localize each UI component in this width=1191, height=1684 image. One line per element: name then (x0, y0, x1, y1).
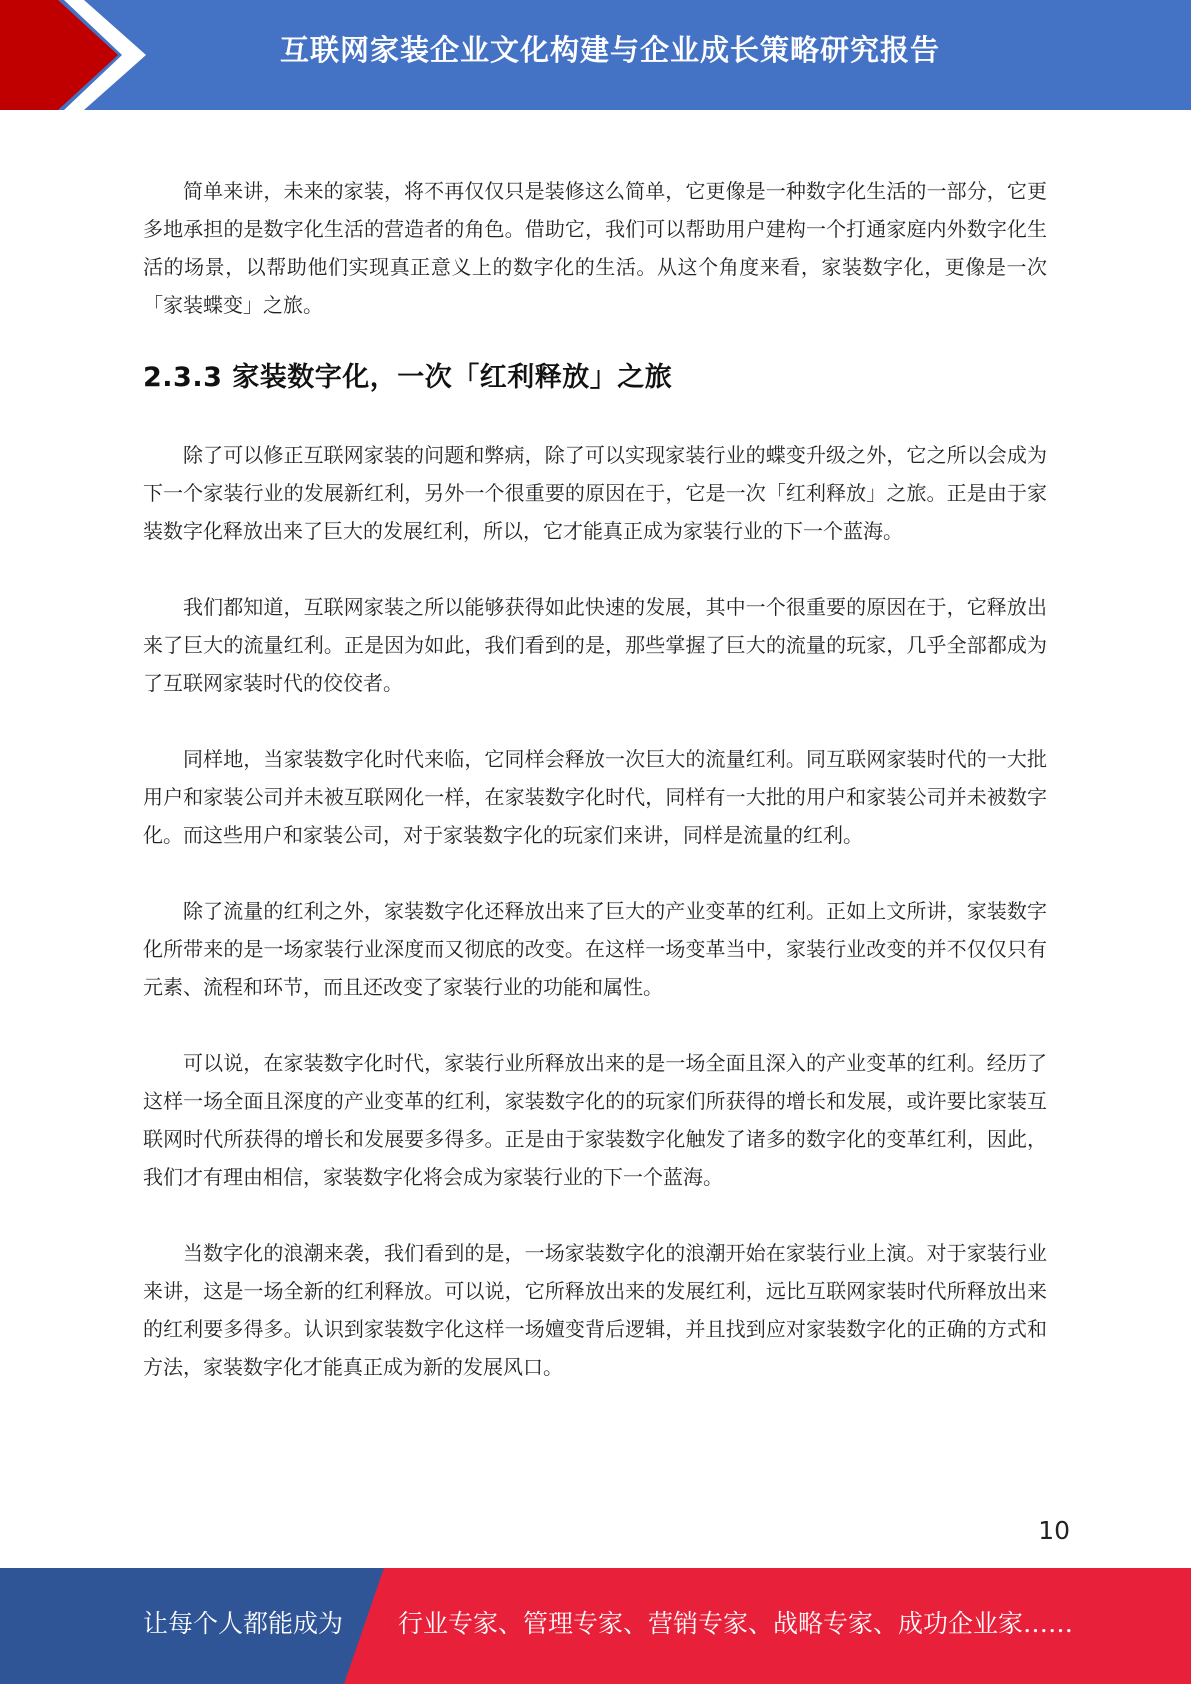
body-paragraph: 同样地，当家装数字化时代来临，它同样会释放一次巨大的流量红利。同互联网家装时代的一大批用户和家装公司并未被互联网化一样，在家装数字化时代，同样有一大批的用户和家装公司并未被数字化。而这些用户和家装公司，对于家装数字化的玩家们来讲，同样是流量的红利。 (143, 747, 1047, 847)
document-body (143, 172, 1047, 1386)
body-paragraph: 可以说，在家装数字化时代，家装行业所释放出来的是一场全面且深入的产业变革的红利。经历了这样一场全面且深度的产业变革的红利，家装数字化的的玩家们所获得的增长和发展，或许要比家装互联网时代所获得的增长和发展要多得多。正是由于家装数字化触发了诸多的数字化的变革红利，因此，我们才有理由相信，家装数字化将会成为家装行业的下一个蓝海。 (143, 1051, 1047, 1189)
header-banner (0, 0, 1191, 110)
footer-slogan-right: 行业专家、管理专家、营销专家、战略专家、成功企业家…… (398, 1609, 1074, 1638)
footer-slogan-left: 让每个人都能成为 (143, 1609, 344, 1638)
intro-paragraph: 简单来讲，未来的家装，将不再仅仅只是装修这么简单，它更像是一种数字化生活的一部分，它更多地承担的是数字化生活的营造者的角色。借助它，我们可以帮助用户建构一个打通家庭内外数字化生活的场景，以帮助他们实现真正意义上的数字化的生活。从这个角度来看，家装数字化，更像是一次「家装蝶变」之旅。 (143, 179, 1047, 317)
body-paragraph: 除了流量的红利之外，家装数字化还释放出来了巨大的产业变革的红利。正如上文所讲，家装数字化所带来的是一场家装行业深度而又彻底的改变。在这样一场变革当中，家装行业改变的并不仅仅只有元素、流程和环节，而且还改变了家装行业的功能和属性。 (143, 899, 1047, 999)
header-chevron-icon (0, 0, 160, 110)
header-title: 互联网家装企业文化构建与企业成长策略研究报告 (279, 33, 940, 67)
body-paragraph: 当数字化的浪潮来袭，我们看到的是，一场家装数字化的浪潮开始在家装行业上演。对于家装行业来讲，这是一场全新的红利释放。可以说，它所释放出来的发展红利，远比互联网家装时代所释放出来的红利要多得多。认识到家装数字化这样一场嬗变背后逻辑，并且找到应对家装数字化的正确的方式和方法，家装数字化才能真正成为新的发展风口。 (143, 1241, 1047, 1379)
body-paragraph: 我们都知道，互联网家装之所以能够获得如此快速的发展，其中一个很重要的原因在于，它释放出来了巨大的流量红利。正是因为如此，我们看到的是，那些掌握了巨大的流量的玩家，几乎全部都成为了互联网家装时代的佼佼者。 (143, 595, 1047, 695)
page-number: 10 (1038, 1516, 1070, 1545)
section-heading: 2.3.3 家装数字化，一次「红利释放」之旅 (143, 362, 673, 393)
footer-banner (0, 1568, 1191, 1684)
body-paragraph: 除了可以修正互联网家装的问题和弊病，除了可以实现家装行业的蝶变升级之外，它之所以会成为下一个家装行业的发展新红利，另外一个很重要的原因在于，它是一次「红利释放」之旅。正是由于家装数字化释放出来了巨大的发展红利，所以，它才能真正成为家装行业的下一个蓝海。 (143, 443, 1047, 543)
